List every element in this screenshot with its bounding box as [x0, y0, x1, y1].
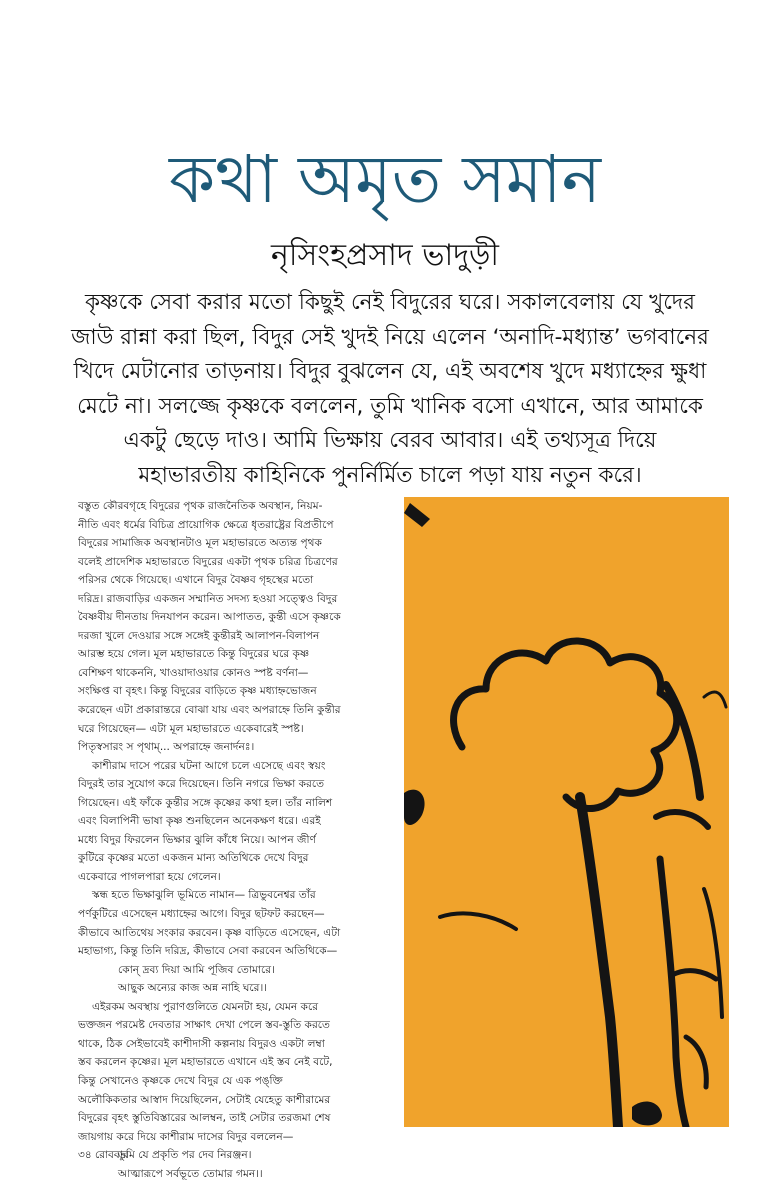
body-line: বিদুরের বৃহৎ স্তুতিবিস্তারের আলম্বন, তাই সেটার তরজমা শেষ — [78, 1112, 331, 1125]
page-folio: ৩৪ রোববার — [78, 1149, 129, 1161]
body-line: আরম্ভ হয়ে গেল। মূল মহাভারতে কিন্তু বিদুরের ঘরে কৃষ্ণ — [78, 648, 310, 661]
body-line: পিতৃস্বসারং স পৃথাম্... অপরাহ্নে জনার্দনঃ। — [78, 741, 255, 754]
body-line: জায়গায় করে দিয়ে কাশীরাম দাসের বিদুর বললেন— — [78, 1130, 294, 1143]
body-text-column — [78, 497, 400, 1183]
lede-line: একটু ছেড়ে দাও। আমি ভিক্ষায় বেরব আবার। এই তথ্যসূত্র দিয়ে — [123, 428, 657, 453]
body-line: কাশীরাম দাসে পরের ঘটনা আগে চলে এসেছে এবং স্বয়ং — [92, 759, 326, 772]
body-line: ঘরে গিয়েছেন— এটা মূল মহাভারতে একেবারেই স্পষ্ট। — [78, 722, 304, 735]
body-line: করেছেন এটা প্রকারান্তরে বোঝা যায় এবং অপরাহ্নে তিনি কুন্তীর — [78, 704, 341, 717]
body-line: পর্ণকুটিরে এসেছেন মধ্যাহ্নের আগে। বিদুর ছটফট করছেন— — [78, 908, 325, 921]
body-line: কীভাবে আতিথেয় সংকার করবেন। কৃষ্ণ বাড়িতে এসেছেন, এটা — [78, 926, 341, 939]
illustration — [404, 497, 729, 1127]
body-line: বস্তুত কৌরবগৃহে বিদুরের পৃথক রাজনৈতিক অবস্থান, নিয়ম- — [78, 500, 323, 512]
lede-paragraph — [70, 286, 710, 493]
body-line: পরিসর থেকে গিয়েছে। এখানে বিদুর বৈষ্ণব গৃহস্থের মতো — [78, 574, 314, 587]
body-line: ভক্তজন পরমেষ্ট দেবতার সাক্ষাৎ দেখা পেলে স্তব-স্তুতি করতে — [78, 1019, 330, 1032]
body-line: স্কন্ধ হতে ভিক্ষাঝুলি ভূমিতে নামান— ত্রিভুবনেশ্বর তাঁর — [92, 889, 316, 902]
lede-line: জাউ রান্না করা ছিল, বিদুর সেই খুদই নিয়ে এলেন ‘অনাদি-মধ্যান্ত’ ভগবানের — [71, 324, 709, 350]
body-line: অলৌকিকতার আস্বাদ দিয়েছিলেন, সেটাই যেহেতু কাশীরামের — [78, 1093, 331, 1106]
lede-line: খিদে মেটানোর তাড়নায়। বিদুর বুঝলেন যে, এই অবশেষ খুদে মধ্যাহ্নের ক্ষুধা — [73, 359, 707, 384]
verse-line: আত্মারূপে সর্বভূতে তোমার গমন।। — [118, 1167, 263, 1180]
body-line: কিন্তু সেখানেও কৃষ্ণকে দেখে বিদুর যে এক পঙ্‌ক্তি — [78, 1074, 283, 1087]
body-line: বিদুরই তার সুযোগ করে দিয়েছেন। তিনি নগরে ভিক্ষা করতে — [78, 778, 325, 791]
lede-line: মহাভারতীয় কাহিনিকে পুনর্নির্মিত চালে পড়া যায় নতুন করে। — [138, 462, 642, 488]
body-line: দরজা খুলে দেওয়ার সঙ্গে সঙ্গেই কুন্তীরই আলাপন-বিলাপন — [78, 629, 320, 642]
body-line: বিদুরের সামাজিক অবস্থানটাও মূল মহাভারতে অত্যন্ত পৃথক — [78, 537, 322, 550]
body-line: এবং বিলাপিনী ভাষা কৃষ্ণ শুনছিলেন অনেকক্ষণ ধরে। এরই — [78, 815, 321, 828]
body-line: বেশিক্ষণ থাকেননি, খাওয়াদাওয়ার কোনও স্পষ্ট বর্ণনা— — [78, 666, 309, 679]
body-line: নীতি এবং ধর্মের বিচিত্র প্রায়োগিক ক্ষেত্রে ধৃতরাষ্ট্রের বিপ্রতীপে — [78, 518, 334, 531]
body-line: স্তব করলেন কৃষ্ণের। মূল মহাভারতে এখানে এই স্তব নেই বটে, — [78, 1056, 333, 1069]
body-line: বৈষ্ণবীয় দীনতায় দিনযাপন করেন। আপাতত, কুন্তী এসে কৃষ্ণকে — [78, 611, 341, 624]
lede-line: মেটে না। সলজ্জে কৃষ্ণকে বললেন, তুমি খানিক বসো এখানে, আর আমাকে — [77, 393, 703, 419]
author-name: নৃসিংহপ্রসাদ ভাদুড়ী — [270, 238, 499, 273]
verse-line: কোন্‌ দ্রব্য দিয়া আমি পূজিব তোমারে। — [118, 963, 275, 976]
body-line: একেবারে পাগলপারা হয়ে গেলেন। — [78, 870, 221, 883]
body-line: সংক্ষিপ্ত বা বৃহৎ। কিন্তু বিদুরের বাড়িতে কৃষ্ণ মধ্যাহ্নভোজন — [78, 685, 317, 698]
page-title: কথা অমৃত সমান — [168, 141, 602, 218]
body-line: বলেই প্রাদেশিক মহাভারতে বিদুরের একটা পৃথক চরিত্র চিত্রণের — [78, 555, 338, 568]
verse-line: আছুক অন্যের কাজ অন্ন নাহি ঘরে।। — [118, 982, 268, 995]
body-line: থাকে, ঠিক সেইভাবেই কাশীদাসী কল্পনায় বিদুরও একটা লম্বা — [78, 1037, 325, 1050]
body-line: এইরকম অবস্থায় পুরাণগুলিতে যেমনটা হয়, যেমন করে — [92, 1000, 319, 1013]
body-line: দরিদ্র। রাজবাড়ির একজন সম্মানিত সদস্য হওয়া সত্ত্বেও বিদুর — [78, 592, 338, 605]
body-line: মধ্যে বিদুর ফিরলেন ভিক্ষার ঝুলি কাঁধে নিয়ে। আপন জীর্ণ — [78, 833, 316, 846]
body-line: মহাভাগ্য, কিন্তু তিনি দরিদ্র, কীভাবে সেবা করবেন অতিথিকে— — [78, 945, 338, 958]
verse-line: তুমি যে প্রকৃতি পর দেব নিরঞ্জন। — [118, 1149, 252, 1162]
body-line: কুটিরে কৃষ্ণের মতো একজন মান্য অতিথিকে দেখে বিদুর — [78, 852, 309, 865]
body-line: গিয়েছেন। এই ফাঁকে কুন্তীর সঙ্গে কৃষ্ণের কথা হল। তাঁর নালিশ — [78, 796, 333, 809]
lede-line: কৃষ্ণকে সেবা করার মতো কিছুই নেই বিদুরের ঘরে। সকালবেলায় যে খুদের — [84, 290, 696, 315]
